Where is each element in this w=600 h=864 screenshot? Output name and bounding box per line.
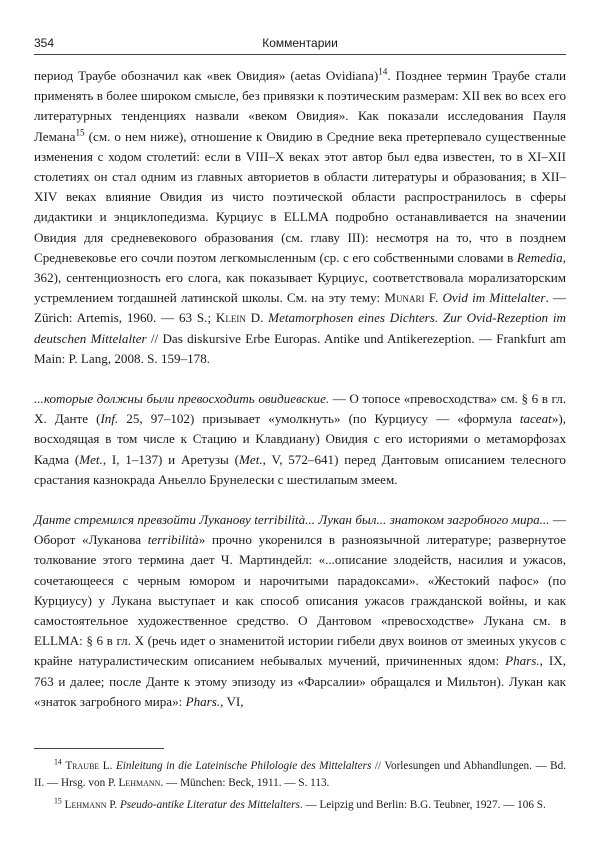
commentary-lemma: Данте стремился превзойти Луканову terribilità... Лукан был... знатоком загробного мира... — [34, 512, 550, 528]
author-name: Traube L. — [65, 760, 113, 772]
author-name: Munari F. — [384, 290, 439, 306]
paragraph-1 — [34, 66, 566, 369]
text-run: — Оборот «Луканова — [34, 512, 566, 548]
italic-ref: terribilità — [147, 532, 199, 548]
author-name: Lehmann P. — [64, 799, 118, 811]
text-run: , IX, 763 и далее; после Данте к этому эпизоду из «Фарсалии» обращался и Мильтон). Лукан как «знаток загробного мира»: — [34, 653, 567, 709]
text-run: . — Zürich: Artemis, 1960. — 63 S.; — [34, 290, 567, 326]
page-number: 354 — [34, 36, 55, 50]
text-run: // Das diskursive Erbe Europas. Antike und Antikerezeption. — Frankfurt am Main: P. Lang, 2008. S. 159–178. — [34, 330, 566, 366]
italic-title: Pseudo-antike Literatur des Mittelalters — [119, 799, 300, 811]
running-header — [34, 36, 566, 55]
text-run: — О топосе «превосходства» см. § 6 в гл. X. Данте ( — [34, 391, 566, 427]
text-run: период Траубе обозначил как «век Овидия» (aetas Ovidiana) — [34, 68, 379, 83]
author-name: Klein D. — [215, 310, 264, 326]
italic-ref: Phars. — [505, 653, 540, 669]
italic-ref: taceat — [519, 411, 552, 427]
footnote-divider — [34, 748, 164, 749]
text-run: , VI, — [220, 693, 244, 709]
text-run: »), восходящая в том числе к Стацию и Клавдиану) Овидия с его историями о метаморфозах Кадма ( — [34, 411, 566, 467]
running-title: Комментарии — [262, 36, 338, 50]
footnote-ref-14[interactable]: 14 — [378, 66, 388, 77]
text-run: » прочно укоренился в разноязычной литературе; развернутое толкование этого термина дает Ч. Мартиндейл: «...описание злодейств, насилия и ужасов, сочетающееся с черным юмором и нарочитыми парадоксами». «Жестокий пафос» (по Курциусу) у Лукана выступает и как способ описания ужасов гражданской войны, и как самостоятельное художественное средство. О Дантовом «превосходстве» Лукана см. в ELLMA: § 6 в гл. X (речь идет о знаменитой истории гибели двух воинов от змеиных укусов с крайне натуралистическим описанием небывалых мучений, причиненных ядом: — [34, 532, 566, 669]
main-text — [34, 66, 566, 712]
footnotes — [34, 758, 566, 819]
text-run: , V, 572–641) перед Дантовым описанием телесного срастания казнокрада Аньелло Брунелески с шестилапым змеем. — [34, 451, 566, 487]
italic-title: Einleitung in die Lateinische Philologie des Mittelalters — [115, 760, 372, 772]
italic-ref: Phars. — [185, 693, 221, 709]
italic-ref: Inf. — [100, 411, 119, 427]
italic-title: Metamorphosen eines Dichters. Zur Ovid-Rezeption im deutschen Mittelalter — [34, 310, 566, 346]
italic-title: Remedia — [516, 249, 563, 265]
paragraph-2 — [34, 389, 566, 490]
text-run: . — München: Beck, 1911. — S. 113. — [160, 777, 330, 789]
text-run: (см. о нем ниже), отношение к Овидию в Средние века претерпевало существенные изменения с ходом столетий: если в VIII–X веках этот автор был едва известен, то в XI–XII столетиях он стал одним из главных авториетов в области литературы и образования; в XII–XIV веках влияние Овидия из чисто поэтической области распространилось в сферы дидактики и энциклопедизма. Курциус в ELLMA подробно останавливается на значении Овидия для средневекового образования (см. главу III): несмотря на то, что в позднем Средневековье его сочли поэтом легкомысленным (ср. с его собственными словами в — [34, 128, 566, 265]
text-run: . Позднее термин Траубе стали применять в более широком смысле, без привязки к поэтическим размерам: XII век во всех его литературных тенденциях назвали «веком Овидия». Как показали исследования Пауля Лемана — [34, 68, 567, 144]
footnote-number: 14 — [54, 757, 62, 767]
text-run: 25, 97–102) призывает «умолкнуть» (по Курциусу — «формула — [118, 411, 520, 427]
footnote-14 — [34, 758, 566, 792]
text-run: // Vorlesungen und Abhandlungen. — Bd. II. — Hrsg. von — [34, 760, 566, 789]
commentary-lemma: ...которые должны были превосходить овидиевские. — [34, 391, 330, 407]
paragraph-3 — [34, 510, 566, 712]
italic-ref: Met. — [238, 451, 263, 467]
text-run: , I, 1–137) и Аретузы ( — [102, 451, 239, 467]
footnote-ref-15[interactable]: 15 — [75, 127, 85, 138]
text-run: , 362), сентенциозность его слога, как показывает Курциус, соответствовала морализаторским устремлением тогдашней латинской школы. См. на эту тему: — [34, 249, 566, 306]
footnote-15 — [34, 797, 566, 814]
text-run: . — Leipzig und Berlin: B.G. Teubner, 1927. — 106 S. — [299, 799, 546, 811]
footnote-number: 15 — [54, 796, 62, 806]
italic-title: Ovid im Mittelalter — [438, 290, 546, 306]
author-name: P. Lehmann — [107, 777, 161, 789]
italic-ref: Met. — [79, 451, 103, 467]
